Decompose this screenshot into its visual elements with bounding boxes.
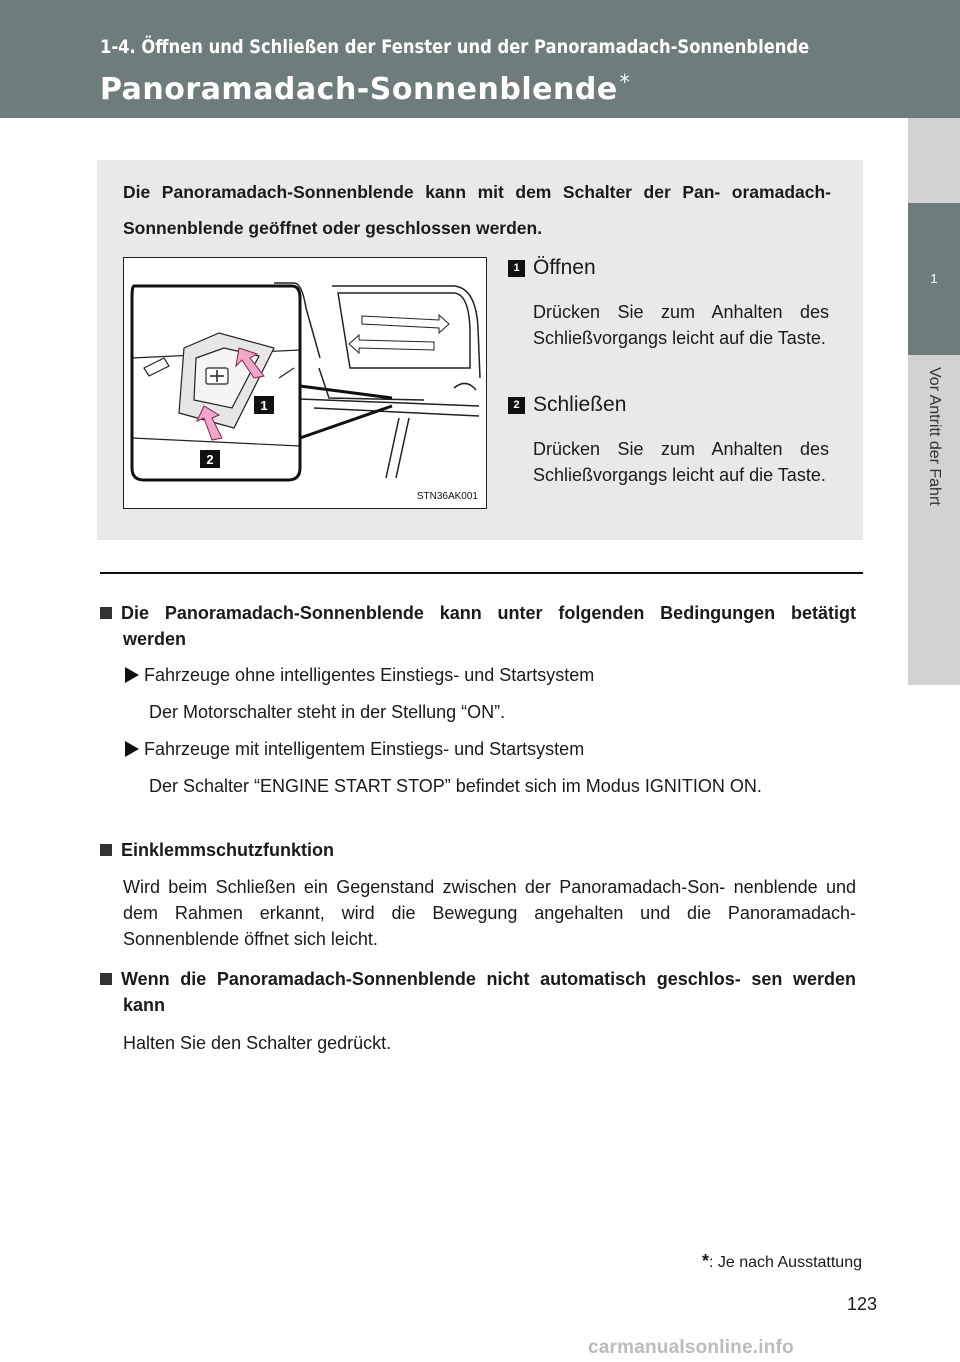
figure-code: STN36AK001 (416, 491, 478, 502)
step-description: Drücken Sie zum Anhalten des Schließvorgangs leicht auf die Taste. (533, 302, 829, 348)
step-number-badge: 2 (508, 397, 525, 414)
variant-2-title: Fahrzeuge mit intelligentem Einstiegs- und Startsystem (125, 736, 856, 762)
step-description: Drücken Sie zum Anhalten des Schließvorgangs leicht auf die Taste. (533, 439, 829, 485)
section-divider (100, 572, 863, 574)
variant-2-text: Der Schalter “ENGINE START STOP” befindet sich im Modus IGNITION ON. (149, 776, 762, 796)
page-header (0, 0, 960, 118)
triangle-bullet-icon (125, 741, 139, 757)
title-footnote-marker: * (619, 70, 631, 94)
auto-text: Halten Sie den Schalter gedrückt. (123, 1033, 392, 1053)
pinch-heading: Einklemmschutzfunktion (100, 837, 856, 863)
page-title (100, 72, 630, 107)
page-number: 123 (847, 1294, 878, 1314)
figure-callout-1: 1 (260, 398, 268, 413)
auto-heading: Wenn die Panoramadach-Sonnenblende nicht automatisch geschlos- sen werden kann (100, 966, 856, 1018)
pinch-text: Wird beim Schließen ein Gegenstand zwischen der Panoramadach-Son- nenblende und dem Rahmen erkannt, wird die Bewegung angehalten und die Panoramadach-Sonnenblende öffnet sich leicht. (123, 877, 856, 949)
triangle-bullet-icon (125, 667, 139, 683)
bullet-square-icon (100, 973, 112, 985)
step-number-badge: 1 (508, 260, 525, 277)
page-title-text: Panoramadach-Sonnenblende (100, 72, 618, 107)
step-title: Schließen (533, 393, 627, 416)
chapter-label: Vor Antritt der Fahrt (926, 367, 943, 506)
footnote-text: : Je nach Ausstattung (709, 1254, 862, 1271)
variant-1-text: Der Motorschalter steht in der Stellung “ON”. (149, 702, 506, 722)
figure-callout-2: 2 (206, 452, 214, 467)
chapter-side-tab (908, 0, 960, 1362)
conditions-heading: Die Panoramadach-Sonnenblende kann unter folgenden Bedingungen betätigt werden (100, 600, 856, 652)
bullet-square-icon (100, 607, 112, 619)
footnote (702, 1251, 862, 1272)
bullet-square-icon (100, 844, 112, 856)
sunshade-switch-illustration (123, 257, 487, 509)
chapter-number: 1 (908, 203, 960, 355)
footnote-marker: * (701, 1251, 709, 1271)
watermark: carmanualsonline.info (588, 1337, 794, 1358)
section-title: 1-4. Öffnen und Schließen der Fenster und der Panoramadach-Sonnenblende (100, 36, 810, 58)
illustration-drawing (124, 258, 486, 508)
variant-1-title: Fahrzeuge ohne intelligentes Einstiegs- und Startsystem (125, 662, 856, 688)
step-title: Öffnen (533, 256, 596, 279)
intro-text: Die Panoramadach-Sonnenblende kann mit dem Schalter der Pan- oramadach-Sonnenblende geöffnet oder geschlossen werden. (123, 182, 831, 238)
